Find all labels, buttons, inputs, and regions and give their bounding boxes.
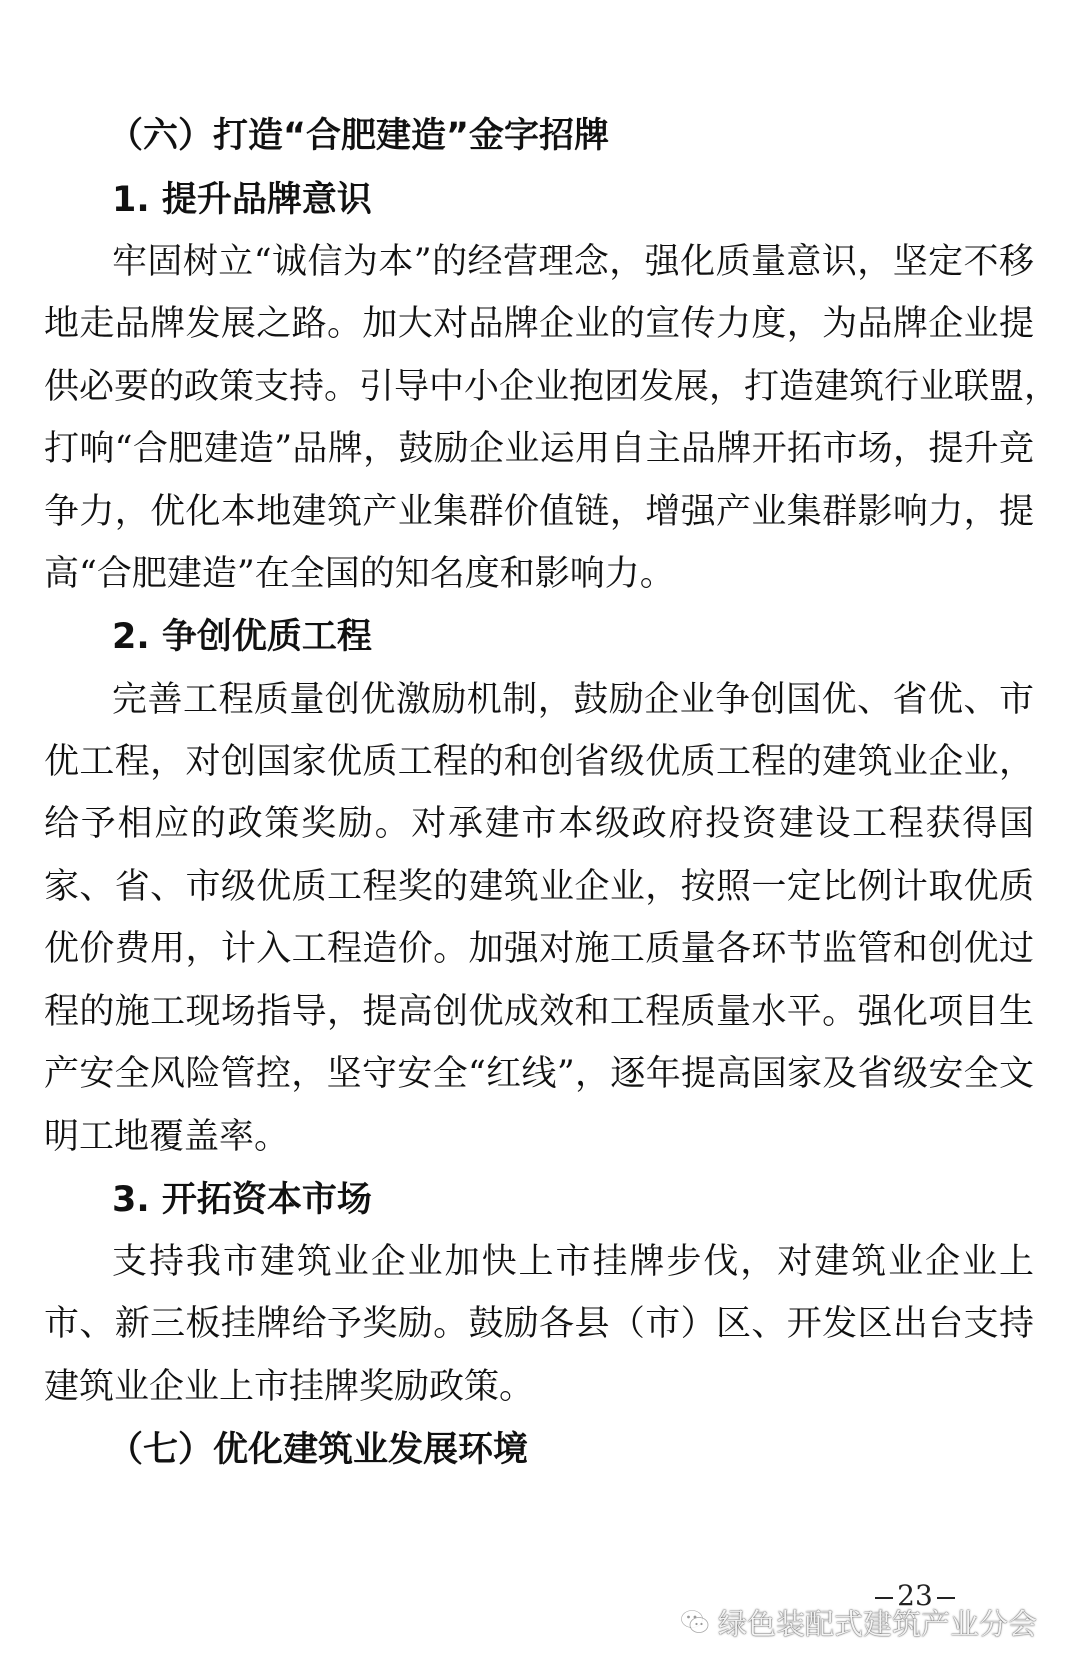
page-number-dash — [875, 1597, 893, 1599]
paragraph-line: 明工地覆盖率。 — [44, 1117, 290, 1157]
subsection-1-heading: 1. 提升品牌意识 — [112, 180, 372, 220]
section-six-heading: （六）打造“合肥建造”金字招牌 — [108, 116, 610, 156]
paragraph-line: 优价费用，计入工程造价。加强对施工质量各环节监管和创优过 — [44, 929, 1034, 969]
paragraph-line: 高“合肥建造”在全国的知名度和影响力。 — [44, 554, 675, 594]
watermark-text: 绿色装配式建筑产业分会 — [718, 1606, 1038, 1641]
subsection-2-heading: 2. 争创优质工程 — [112, 617, 372, 657]
section-seven-heading: （七）优化建筑业发展环境 — [108, 1430, 529, 1470]
paragraph-line: 地走品牌发展之路。加大对品牌企业的宣传力度，为品牌企业提 — [44, 304, 1034, 344]
paragraph-line: 给予相应的政策奖励。对承建市本级政府投资建设工程获得国 — [44, 804, 1034, 844]
paragraph-line: 支持我市建筑业企业加快上市挂牌步伐，对建筑业企业上 — [112, 1242, 1034, 1282]
paragraph-line: 建筑业企业上市挂牌奖励政策。 — [44, 1367, 535, 1407]
page-number-value: 23 — [897, 1579, 933, 1612]
wechat-icon — [680, 1608, 710, 1636]
paragraph-line: 程的施工现场指导，提高创优成效和工程质量水平。强化项目生 — [44, 992, 1034, 1032]
paragraph-line: 完善工程质量创优激励机制，鼓励企业争创国优、省优、市 — [112, 680, 1034, 720]
paragraph-line: 牢固树立“诚信为本”的经营理念，强化质量意识，坚定不移 — [112, 242, 1034, 282]
paragraph-line: 供必要的政策支持。引导中小企业抱团发展，打造建筑行业联盟， — [44, 367, 1060, 407]
paragraph-line: 争力，优化本地建筑产业集群价值链，增强产业集群影响力，提 — [44, 492, 1034, 532]
paragraph-line: 家、省、市级优质工程奖的建筑业企业，按照一定比例计取优质 — [44, 867, 1034, 907]
paragraph-line: 优工程，对创国家优质工程的和创省级优质工程的建筑业企业， — [44, 742, 1034, 782]
wechat-watermark — [680, 1600, 1037, 1644]
paragraph-line: 产安全风险管控，坚守安全“红线”，逐年提高国家及省级安全文 — [44, 1054, 1034, 1094]
page-number-dash — [937, 1597, 955, 1599]
paragraph-line: 打响“合肥建造”品牌，鼓励企业运用自主品牌开拓市场，提升竞 — [44, 429, 1034, 469]
subsection-3-heading: 3. 开拓资本市场 — [112, 1180, 372, 1220]
paragraph-line: 市、新三板挂牌给予奖励。鼓励各县（市）区、开发区出台支持 — [44, 1304, 1034, 1344]
